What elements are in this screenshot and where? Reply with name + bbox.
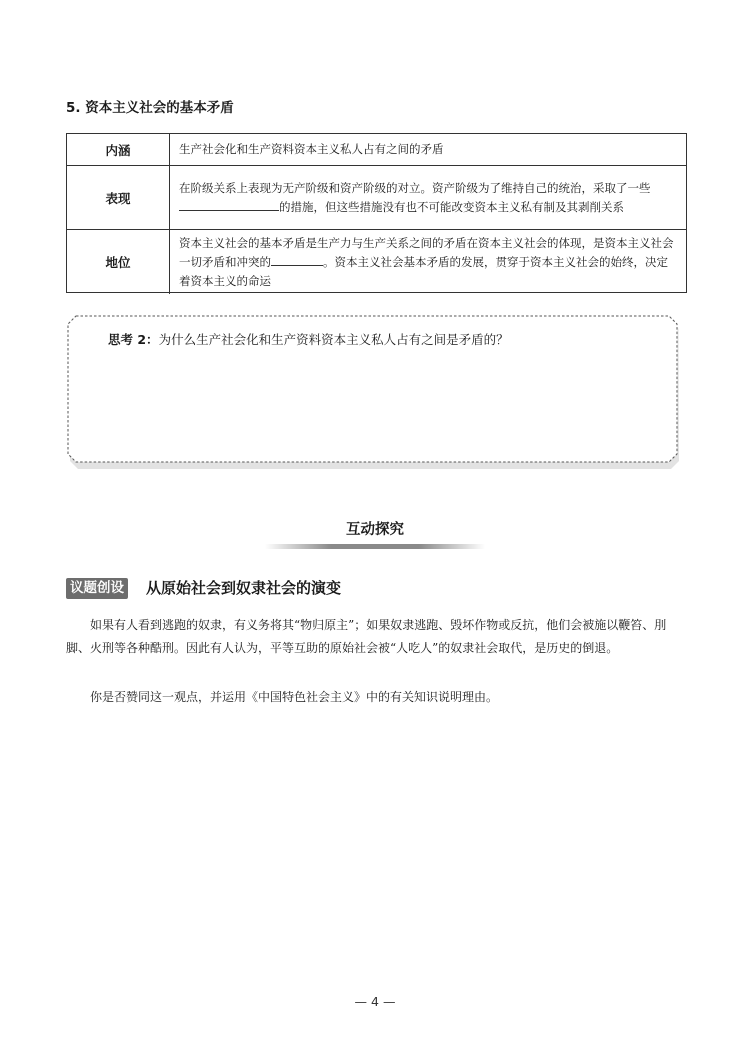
table-row [67,166,686,230]
think-question: 思考 2：为什么生产社会化和生产资料资本主义私人占有之间是矛盾的？ [108,332,509,347]
table-row [67,230,686,294]
heading-underline [265,544,485,549]
table-row [67,134,686,166]
contradiction-table [66,133,687,293]
row-text: 资本主义社会的基本矛盾是生产力与生产关系之间的矛盾在资本主义社会的体现，是资本主义社会一切矛盾和冲突的 。资本主义社会基本矛盾的发展，贯穿于资本主义社会的始终，决定着资本主义的命运 [179,235,674,288]
row-label: 内涵 [67,134,170,165]
row-label: 表现 [67,166,170,229]
section-title: 5. 资本主义社会的基本矛盾 [66,100,234,116]
fill-blank[interactable] [271,253,323,266]
page-number: — 4 — [354,994,396,1009]
topic-question: 你是否赞同这一观点，并运用《中国特色社会主义》中的有关知识说明理由。 [90,690,499,704]
row-text: 在阶级关系上表现为无产阶级和资产阶级的对立。资产阶级为了维持自己的统治，采取了一些的措施，但这些措施没有也不可能改变资本主义私有制及其剥削关系 [179,180,651,214]
topic-paragraph: 如果有人看到逃跑的奴隶，有义务将其“物归原主”；如果奴隶逃跑、毁坏作物或反抗，他们会被施以鞭笞、刖脚、火刑等各种酷刑。因此有人认为，平等互助的原始社会被“人吃人”的奴隶社会取代，是历史的倒退。 [66,618,667,655]
row-text: 生产社会化和生产资料资本主义私人占有之间的矛盾 [179,142,444,156]
topic-title: 从原始社会到奴隶社会的演变 [146,579,342,597]
fill-blank[interactable] [179,198,279,211]
topic-badge: 议题创设 [66,578,128,599]
interactive-heading: 互动探究 [346,522,404,538]
row-label: 地位 [67,230,170,294]
